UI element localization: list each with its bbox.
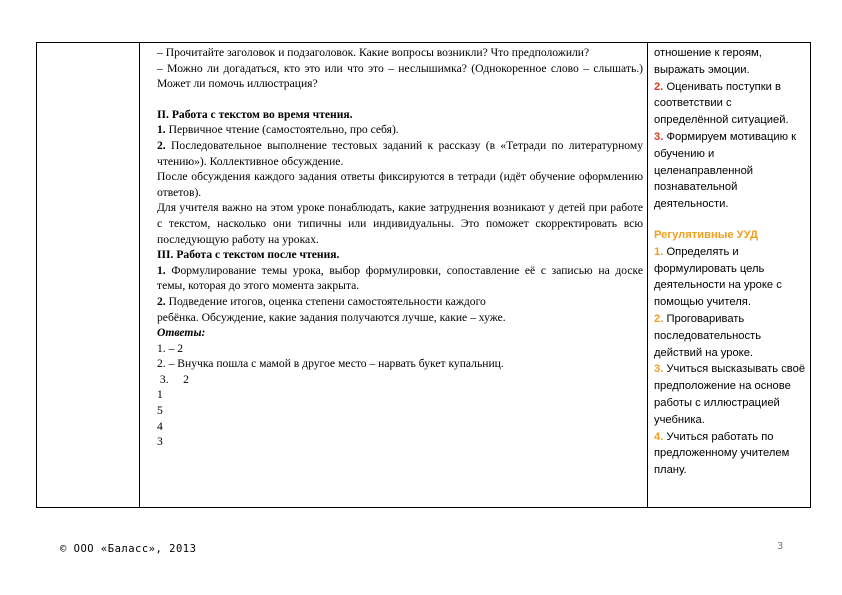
uud-line: отношение к героям, выражать эмоции.: [654, 47, 762, 76]
item-text: Последовательное выполнение тестовых заданий к рассказу (в «Тетради по литературному чтению»). Коллективное обсуждение.: [157, 138, 643, 168]
text-line: – Можно ли догадаться, кто это или что это – неслышимка? (Однокоренное слово – слышать.) Может ли помочь иллюстрация?: [157, 61, 643, 91]
uud-text: Учиться высказывать своё предположение на основе работы с иллюстрацией учебника.: [654, 363, 806, 426]
page-number: 3: [777, 541, 784, 552]
uud-line: [654, 429, 806, 479]
uud-line: [654, 244, 806, 311]
uud-column: [648, 43, 810, 507]
item-number: 2.: [157, 138, 166, 152]
uud-number: 1.: [654, 245, 664, 258]
uud-text: Учиться работать по предложенному учителем плану.: [654, 430, 790, 477]
text-line: [157, 263, 643, 294]
text-line: [157, 138, 643, 169]
answer-line: 4: [157, 419, 163, 433]
item-text: Первичное чтение (самостоятельно, про себя).: [165, 123, 399, 137]
uud-number: 3.: [654, 130, 664, 143]
lesson-table: [36, 42, 811, 508]
text-line: [157, 122, 643, 138]
text-line: ребёнка. Обсуждение, какие задания получаются лучше, какие – хуже.: [157, 310, 506, 324]
answer-line: 5: [157, 404, 163, 418]
uud-number: 2.: [654, 80, 664, 93]
section-heading: II. Работа с текстом во время чтения.: [157, 107, 353, 121]
uud-number: 2.: [654, 312, 664, 325]
uud-text: Проговаривать последовательность действий на уроке.: [654, 312, 762, 359]
item-text: Формулирование темы урока, выбор формулировки, сопоставление её с записью на доске темы, которая до этого момента закрыта.: [157, 263, 643, 293]
uud-line: [654, 361, 806, 428]
uud-line: [654, 129, 806, 213]
text-line: После обсуждения каждого задания ответы фиксируются в тетради (идёт обучение оформлению ответов).: [157, 170, 643, 199]
answer-line: 3: [157, 435, 163, 449]
item-number: 1.: [157, 263, 166, 277]
uud-text: Формируем мотивацию к обучению и целенаправленной познавательной деятельности.: [654, 130, 797, 211]
uud-number: 4.: [654, 430, 664, 443]
content-column: [140, 43, 648, 507]
item-number: 2.: [157, 294, 166, 308]
answer-line: 1: [157, 388, 163, 402]
text-line: – Прочитайте заголовок и подзаголовок. Какие вопросы возникли? Что предположили?: [157, 46, 590, 59]
stage-column: [37, 43, 140, 507]
text-line: Для учителя важно на этом уроке понаблюдать, какие затруднения возникают у детей при работе с текстом, насколько они типичны или индивидуальны. Это поможет скорректировать всю последующую работу на уроках.: [157, 201, 643, 246]
answer-line: 1. – 2: [157, 341, 184, 355]
uud-text: Определять и формулировать цель деятельности на уроке с помощью учителя.: [654, 245, 782, 309]
item-number: 1.: [157, 123, 166, 137]
answers-label: Ответы:: [157, 326, 206, 340]
answer-line: 3. 2: [157, 372, 189, 386]
uud-line: [654, 79, 806, 129]
text-line: [157, 294, 643, 310]
answer-line: 2. – Внучка пошла с мамой в другое место – нарвать букет купальниц.: [157, 357, 504, 371]
footer-copyright: © ООО «Баласс», 2013: [60, 543, 197, 555]
uud-number: 3.: [654, 363, 664, 376]
section-heading: III. Работа с текстом после чтения.: [157, 248, 340, 262]
uud-heading: Регулятивные УУД: [654, 228, 758, 241]
uud-text: Оценивать поступки в соответствии с определённой ситуацией.: [654, 80, 789, 127]
uud-line: [654, 311, 806, 361]
item-text: Подведение итогов, оценка степени самостоятельности каждого: [165, 294, 486, 308]
